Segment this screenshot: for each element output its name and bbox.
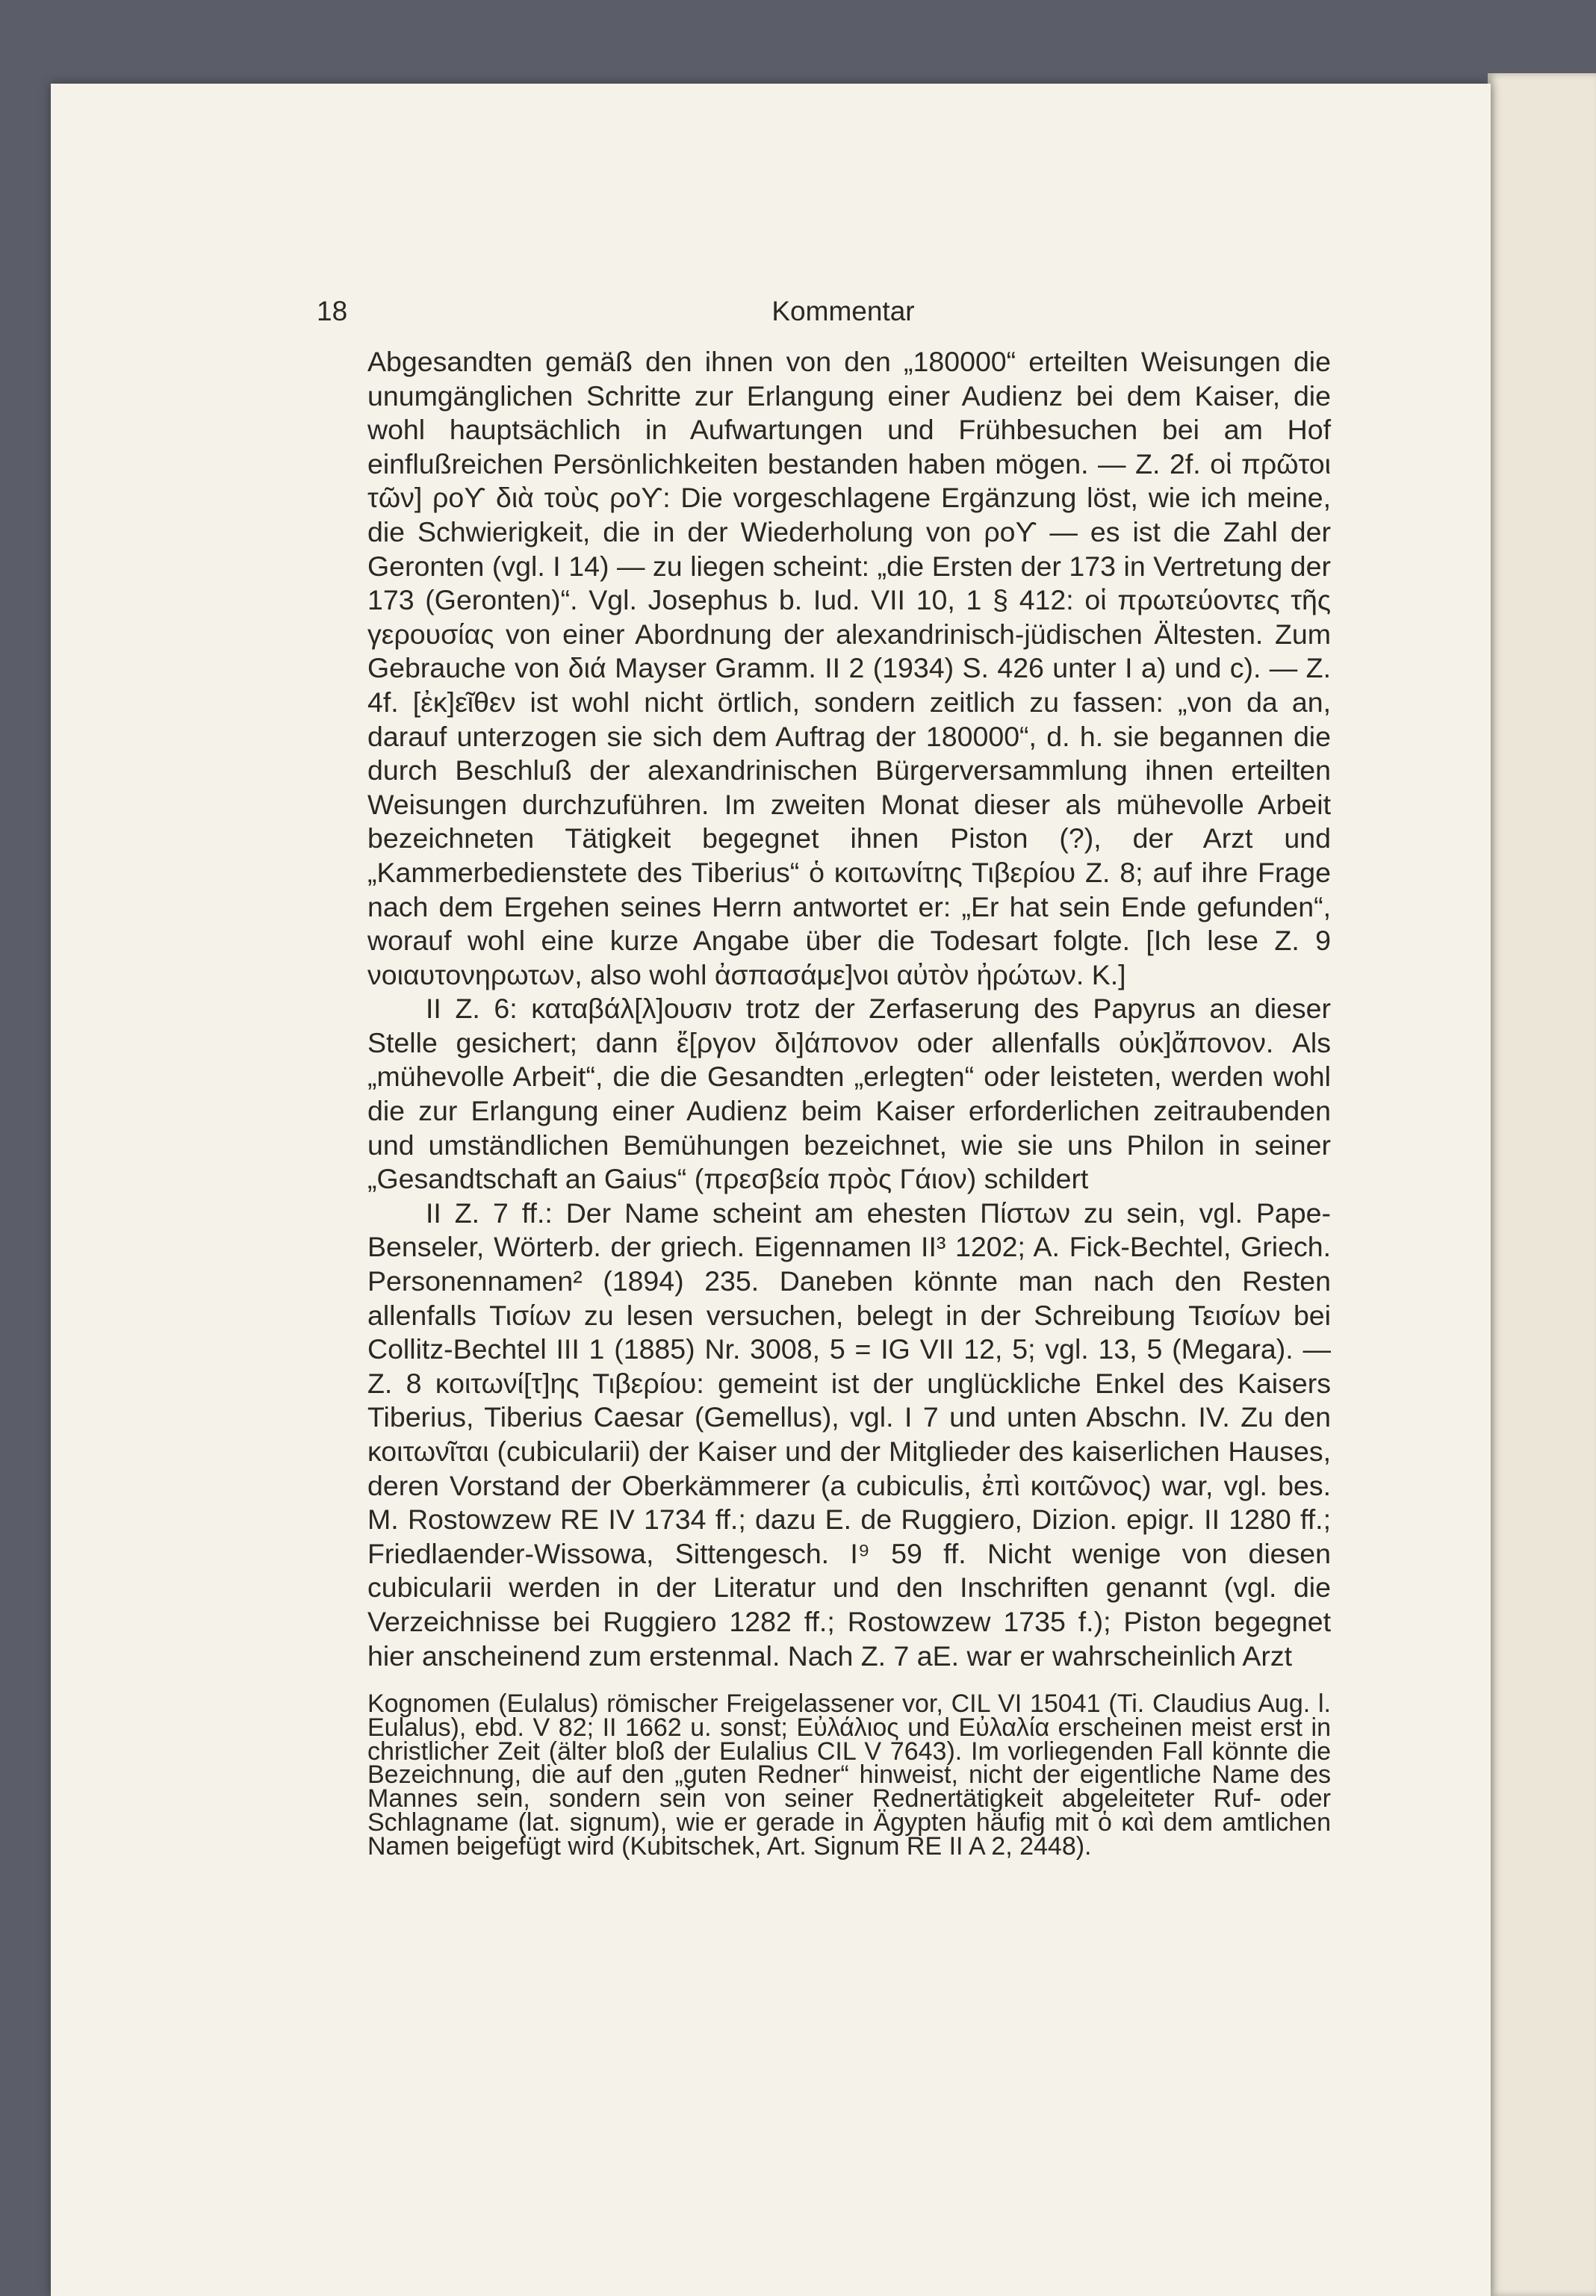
page-number: 18	[317, 296, 348, 326]
running-title: Kommentar	[771, 296, 915, 326]
footnote	[367, 1692, 1331, 1859]
page-header	[317, 296, 1370, 335]
paragraph-3: II Z. 7 ff.: Der Name scheint am ehesten Πίστων zu sein, vgl. Pape-Benseler, Wörterb. der griech. Eigennamen II³ 1202; A. Fick-Bechtel, Griech. Personennamen² (1894) 235. Daneben könnte man nach den Resten allenfalls Τισίων zu lesen versuchen, belegt in der Schreibung Τεισίων bei Collitz-Bechtel III 1 (1885) Nr. 3008, 5 = IG VII 12, 5; vgl. 13, 5 (Megara). — Z. 8 κοιτωνί[τ]ης Τιβερίου: gemeint ist der unglückliche Enkel des Kaisers Tiberius, Tiberius Caesar (Gemellus), vgl. I 7 und unten Abschn. IV. Zu den κοιτωνῖται (cubicularii) der Kaiser und der Mitglieder des kaiserlichen Hauses, deren Vorstand der Oberkämmerer (a cubiculis, ἐπὶ κοιτῶνος) war, vgl. bes. M. Rostowzew RE IV 1734 ff.; dazu E. de Ruggiero, Dizion. epigr. II 1280 ff.; Friedlaender-Wissowa, Sittengesch. I⁹ 59 ff. Nicht wenige von diesen cubicularii werden in der Literatur und den Inschriften genannt (vgl. die Verzeichnisse bei Ruggiero 1282 ff.; Rostowzew 1735 f.); Piston begegnet hier anscheinend zum erstenmal. Nach Z. 7 aE. war er wahrscheinlich Arzt	[367, 1197, 1331, 1672]
main-text	[367, 345, 1331, 1673]
paragraph-1: Abgesandten gemäß den ihnen von den „180000“ erteilten Weisungen die unumgänglichen Schritte zur Erlangung einer Audienz bei dem Kaiser, die wohl hauptsächlich in Aufwartungen und Frühbesuchen bei am Hof einflußreichen Persönlichkeiten bestanden haben mögen. — Z. 2f. οἱ πρῶτοι τῶν] ροϒ διὰ τοὺς ροϒ: Die vorgeschlagene Ergänzung löst, wie ich meine, die Schwierigkeit, die in der Wiederholung von ροϒ — es ist die Zahl der Geronten (vgl. I 14) — zu liegen scheint: „die Ersten der 173 in Vertretung der 173 (Geronten)“. Vgl. Josephus b. Iud. VII 10, 1 § 412: οἱ πρωτεύοντες τῆς γερουσίας von einer Abordnung der alexandrinisch-jüdischen Ältesten. Zum Gebrauche von διά Mayser Gramm. II 2 (1934) S. 426 unter I a) und c). — Z. 4f. [ἐκ]εῖθεν ist wohl nicht örtlich, sondern zeitlich zu fassen: „von da an, darauf unterzogen sie sich dem Auftrag der 180000“, d. h. sie begannen die durch Beschluß der alexandrinischen Bürgerversammlung ihnen erteilten Weisungen durchzuführen. Im zweiten Monat dieser als mühevolle Arbeit bezeichneten Tätigkeit begegnet ihnen Piston (?), der Arzt und „Kammerbedienstete des Tiberius“ ὁ κοιτωνίτης Τιβερίου Z. 8; auf ihre Frage nach dem Ergehen seines Herrn antwortet er: „Er hat sein Ende gefunden“, worauf wohl eine kurze Angabe über die Todesart folgte. [Ich lese Z. 9 νοιαυτονηρωτων, also wohl ἀσπασάμε]νοι αὐτὸν ἠρώτων. K.]	[367, 346, 1331, 990]
adjacent-page-edge	[1488, 73, 1596, 2296]
paragraph-2: II Z. 6: καταβάλ[λ]ουσιν trotz der Zerfaserung des Papyrus an dieser Stelle gesichert; dann ἔ[ργον δι]άπονον oder allenfalls οὐκ]ἄπονον. Als „mühevolle Arbeit“, die die Gesandten „erlegten“ oder leisteten, werden wohl die zur Erlangung einer Audienz beim Kaiser erforderlichen zeitraubenden und umständlichen Bemühungen bezeichnet, wie sie uns Philon in seiner „Gesandtschaft an Gaius“ (πρεσβεία πρὸς Γάιον) schildert	[367, 993, 1331, 1195]
footnote-text: Kognomen (Eulalus) römischer Freigelassener vor, CIL VI 15041 (Ti. Claudius Aug. l. Eulalus), ebd. V 82; II 1662 u. sonst; Εὐλάλιος und Εὐλαλία erscheinen meist erst in christlicher Zeit (älter bloß der Eulalius CIL V 7643). Im vorliegenden Fall könnte die Bezeichnung, die auf den „guten Redner“ hinweist, nicht der eigentliche Name des Mannes sein, sondern sein von seiner Rednertätigkeit abgeleiteter Ruf- oder Schlagname (lat. signum), wie er gerade in Ägypten häufig mit ὁ καὶ dem amtlichen Namen beigefügt wird (Kubitschek, Art. Signum RE II A 2, 2448).	[367, 1690, 1331, 1861]
